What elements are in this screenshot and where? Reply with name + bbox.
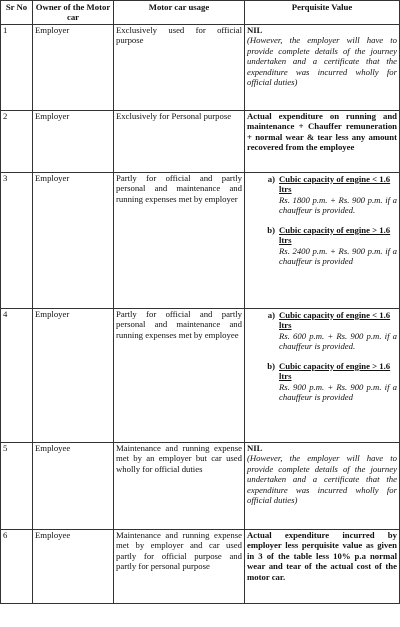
engine-option-b: [247, 225, 397, 267]
perquisite-value: [245, 442, 400, 529]
owner: Employer: [33, 110, 114, 172]
sr-no: 4: [1, 308, 33, 442]
owner: Employer: [33, 172, 114, 308]
usage: Maintenance and running expense met by an employer but car used wholly for official duties: [114, 442, 245, 529]
usage: Partly for official and partly personal and maintenance and running expenses met by employee: [114, 308, 245, 442]
owner: Employer: [33, 24, 114, 110]
engine-option-a: [247, 174, 397, 216]
header-sr-no: Sr No: [1, 1, 33, 25]
perquisite-value: Actual expenditure incurred by employer less perquisite value as given in 3 of the table less 10% p.a normal wear and tear of the actual cost of the motor car.: [245, 529, 400, 603]
option-heading: Cubic capacity of engine > 1.6 ltrs: [279, 224, 391, 246]
table-row: [1, 529, 400, 603]
sr-no: 6: [1, 529, 33, 603]
header-owner: Owner of the Motor car: [33, 1, 114, 25]
option-heading: Cubic capacity of engine > 1.6 ltrs: [279, 360, 391, 382]
option-label: a): [267, 173, 275, 184]
sr-no: 1: [1, 24, 33, 110]
engine-option-a: [247, 310, 397, 352]
value-main: NIL: [247, 24, 263, 35]
table-row: [1, 172, 400, 308]
option-text: Rs. 900 p.m. + Rs. 900 p.m. if a chauffeur is provided: [279, 381, 397, 402]
owner: Employee: [33, 529, 114, 603]
option-text: Rs. 1800 p.m. + Rs. 900 p.m. if a chauffeur is provided.: [279, 194, 397, 216]
table-row: [1, 308, 400, 442]
value-main: NIL: [247, 442, 263, 453]
perquisite-value: [245, 308, 400, 442]
sr-no: 3: [1, 172, 33, 308]
sr-no: 5: [1, 442, 33, 529]
option-label: b): [267, 360, 275, 371]
option-heading: Cubic capacity of engine < 1.6 ltrs: [279, 173, 391, 195]
value-note: (However, the employer will have to provide complete details of the journey undertaken and a certificate that the expenditure was incurred wholly for official duties): [247, 453, 397, 506]
option-text: Rs. 600 p.m. + Rs. 900 p.m. if a chauffeur is provided.: [279, 330, 397, 352]
usage: Exclusively for Personal purpose: [114, 110, 245, 172]
value-note: (However, the employer will have to provide complete details of the journey undertaken and a certificate that the expenditure was incurred wholly for official duties): [247, 35, 397, 88]
header-perquisite-value: Perquisite Value: [245, 1, 400, 25]
sr-no: 2: [1, 110, 33, 172]
header-usage: Motor car usage: [114, 1, 245, 25]
owner: Employee: [33, 442, 114, 529]
table-row: [1, 442, 400, 529]
table-row: [1, 24, 400, 110]
owner: Employer: [33, 308, 114, 442]
usage: Partly for official and partly personal and maintenance and running expenses met by employer: [114, 172, 245, 308]
usage: Exclusively used for official purpose: [114, 24, 245, 110]
perquisite-value: Actual expenditure on running and maintenance + Chauffer remuneration + normal wear & tear less any amount recovered from the employee: [245, 110, 400, 172]
option-text: Rs. 2400 p.m. + Rs. 900 p.m. if a chauffeur is provided: [279, 245, 397, 266]
option-heading: Cubic capacity of engine < 1.6 ltrs: [279, 309, 391, 331]
option-label: a): [267, 309, 275, 320]
usage: Maintenance and running expense met by employer and car used partly for official purpose and partly for personal purpose: [114, 529, 245, 603]
table-row: [1, 110, 400, 172]
engine-option-b: [247, 361, 397, 403]
perquisite-value: [245, 24, 400, 110]
perquisite-value: [245, 172, 400, 308]
header-row: [1, 1, 400, 25]
option-label: b): [267, 224, 275, 235]
